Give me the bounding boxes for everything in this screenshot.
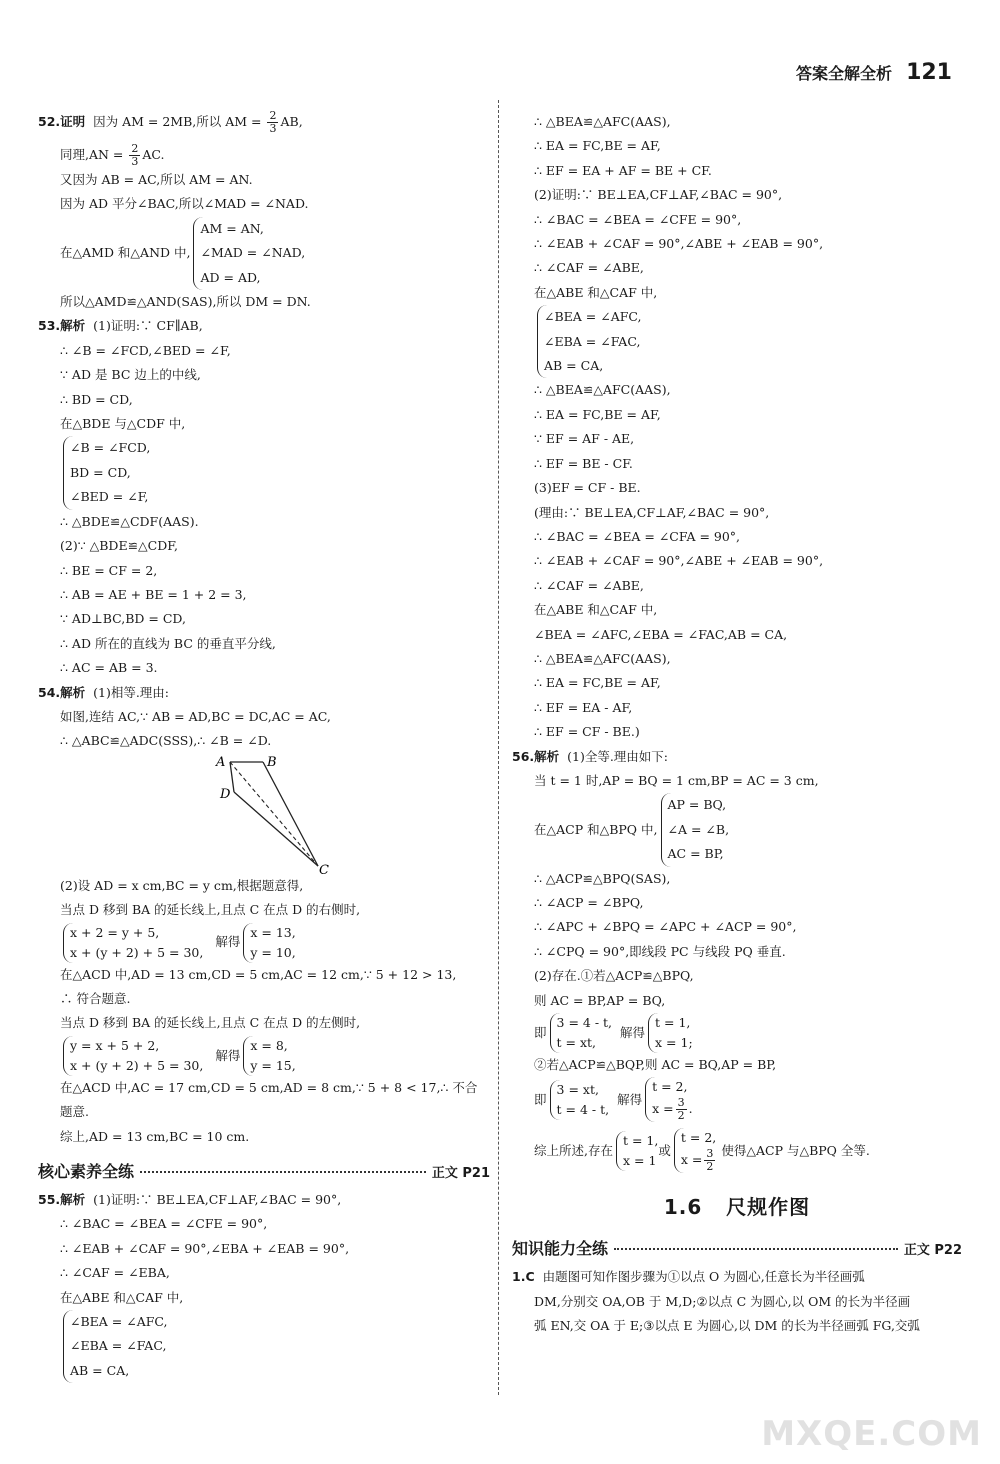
point-label-c: C xyxy=(319,862,329,874)
section-title: 核心素养全练 xyxy=(38,1162,135,1181)
watermark-logo: MXQE.COM xyxy=(761,1414,982,1454)
text-line: (1)全等.理由如下: xyxy=(567,748,669,764)
equation-system: 综上所述,存在 t = 1, x = 1 或 t = 2, x = $\frac{3}{2}$ 使得△ACP 与△BPQ 全等. xyxy=(534,1130,870,1174)
text-line: ∴ AD 所在的直线为 BC 的垂直平分线, xyxy=(60,635,276,651)
text-line: (2)存在.①若△ACP≌△BPQ, xyxy=(534,968,694,984)
text-line: 又因为 AB = AC,所以 AM = AN. xyxy=(60,172,253,187)
text-line: ∴ ∠B = ∠FCD,∠BED = ∠F, xyxy=(60,342,231,358)
problem-55 xyxy=(38,1188,490,1383)
text-line: ∴ △BDE≌△CDF(AAS). xyxy=(60,513,199,529)
text-line: ∴ △BEA≌△AFC(AAS), xyxy=(534,114,671,129)
problem-number: 52.证明 xyxy=(38,114,86,129)
text-line: DM,分别交 OA,OB 于 M,D;②以点 C 为圆心,以 OM 的长为半径画 xyxy=(534,1293,911,1309)
text-line: ∴ ∠CAF = ∠ABE, xyxy=(534,577,644,593)
point-label-a: A xyxy=(216,754,226,770)
problem-number: 54.解析 xyxy=(38,684,86,700)
equation-system: ∠BEA = ∠AFC, ∠EBA = ∠FAC, AB = CA, xyxy=(38,1310,490,1383)
geometry-diagram xyxy=(38,754,490,874)
text-line: ∴ EF = BE - CF. xyxy=(534,455,633,471)
text-line: 则 AC = BP,AP = BQ, xyxy=(534,992,666,1008)
right-column xyxy=(512,110,962,1339)
text-line: 在△ABE 和△CAF 中, xyxy=(534,284,658,300)
problem-53 xyxy=(38,314,490,680)
text-line: 弧 EN,交 OA 于 E;③以点 E 为圆心,以 DM 的长为半径画弧 FG,交弧 xyxy=(534,1318,920,1334)
leader-dots xyxy=(614,1248,898,1250)
header-title: 答案全解全析 xyxy=(796,64,893,83)
text-line: 在△ABE 和△CAF 中, xyxy=(534,602,658,618)
text-line: ∴ ∠CPQ = 90°,即线段 PC 与线段 PQ 垂直. xyxy=(534,943,786,959)
text-line: 在△BDE 与△CDF 中, xyxy=(60,416,186,432)
text-line: ∵ EF = AF - AE, xyxy=(534,431,635,447)
text-line: ∴ ∠BAC = ∠BEA = ∠CFA = 90°, xyxy=(534,528,741,544)
chapter-title: 尺规作图 xyxy=(726,1195,811,1220)
text-line: ∴ ∠APC + ∠BPQ = ∠APC + ∠ACP = 90°, xyxy=(534,919,797,935)
fraction: $\frac{2}{3}$ xyxy=(131,142,139,168)
chapter-heading xyxy=(512,1191,962,1220)
text-line: 因为 AD 平分∠BAC,所以∠MAD = ∠NAD. xyxy=(60,196,309,212)
text-line: ∴ EA = FC,BE = AF, xyxy=(534,138,661,154)
text-line: ∵ AD 是 BC 边上的中线, xyxy=(60,367,201,383)
page-number: 121 xyxy=(906,60,952,85)
chapter-number: 1.6 xyxy=(663,1195,703,1220)
text-line: ∴ ∠BAC = ∠BEA = ∠CFE = 90°, xyxy=(534,211,742,227)
text-line: 当点 D 移到 BA 的延长线上,且点 C 在点 D 的右侧时, xyxy=(60,902,361,918)
problem-number: 55.解析 xyxy=(38,1192,86,1207)
text-line: (1)证明:∵ BE⊥EA,CF⊥AF,∠BAC = 90°, xyxy=(93,1192,342,1207)
page-header xyxy=(796,60,952,85)
left-column xyxy=(38,110,490,1383)
problem-54 xyxy=(38,681,490,1149)
text-line: ∴ ∠EAB + ∠CAF = 90°,∠ABE + ∠EAB = 90°, xyxy=(534,553,824,569)
text-line: ∴ EA = FC,BE = AF, xyxy=(534,406,661,422)
equation-system: 在△ACP 和△BPQ 中, AP = BQ, ∠A = ∠B, AC = BP, xyxy=(512,793,962,866)
text-line: ∴ BD = CD, xyxy=(60,391,133,407)
text-line: ∴ 符合题意. xyxy=(60,990,131,1006)
text-line: ∴ AC = AB = 3. xyxy=(60,660,158,676)
text-line: 在△ACD 中,AC = 17 cm,CD = 5 cm,AD = 8 cm,∵ 5 + 8 < 17,∴ 不合 xyxy=(60,1079,478,1095)
problem-56 xyxy=(512,745,962,1174)
section-ref: 正文 P22 xyxy=(903,1243,962,1259)
text-line: ∴ △BEA≌△AFC(AAS), xyxy=(534,650,671,666)
equation-system: y = x + 5 + 2, x + (y + 2) + 5 = 30, 解得 x = 8, y = 15, xyxy=(38,1036,490,1076)
equation-system: x + 2 = y + 5, x + (y + 2) + 5 = 30, 解得 x = 13, y = 10, xyxy=(38,923,490,963)
text-line: ∴ ∠EAB + ∠CAF = 90°,∠ABE + ∠EAB = 90°, xyxy=(534,236,824,252)
equation-system: 即 3 = xt, t = 4 - t, 解得 t = 2, x = $\frac{3}{2}$ . xyxy=(534,1079,693,1123)
text-line: ∴ △BEA≌△AFC(AAS), xyxy=(534,382,671,398)
text-line: ∴ AB = AE + BE = 1 + 2 = 3, xyxy=(60,586,247,602)
text-line: 当点 D 移到 BA 的延长线上,且点 C 在点 D 的左侧时, xyxy=(60,1015,361,1031)
problem-1 xyxy=(512,1265,962,1338)
column-divider xyxy=(498,100,499,1395)
text-line: ∴ △ABC≌△ADC(SSS),∴ ∠B = ∠D. xyxy=(60,733,272,749)
text-line: 由题图可知作图步骤为①以点 O 为圆心,任意长为半径画弧 xyxy=(542,1269,865,1285)
text-line: 题意. xyxy=(60,1104,89,1120)
text-line: 如图,连结 AC,∵ AB = AD,BC = DC,AC = AC, xyxy=(60,708,331,724)
text-line: ∴ ∠EAB + ∠CAF = 90°,∠EBA + ∠EAB = 90°, xyxy=(60,1240,350,1256)
equation-system: ∠BEA = ∠AFC, ∠EBA = ∠FAC, AB = CA, xyxy=(512,305,962,378)
problem-number: 53.解析 xyxy=(38,318,86,334)
text-line: (1)相等.理由: xyxy=(93,684,170,700)
text-line: AC. xyxy=(142,147,165,162)
text-line: ∴ ∠ACP = ∠BPQ, xyxy=(534,895,644,910)
text-line: 所以△AMD≌△AND(SAS),所以 DM = DN. xyxy=(60,294,311,310)
section-header xyxy=(512,1236,962,1259)
leader-dots xyxy=(140,1171,426,1173)
text-line: 在△ACD 中,AD = 13 cm,CD = 5 cm,AC = 12 cm,∵ 5 + 12 > 13, xyxy=(60,966,457,982)
text-line: (3)EF = CF - BE. xyxy=(534,480,641,496)
text-line: ②若△ACP≌△BQP,则 AC = BQ,AP = BP, xyxy=(534,1057,777,1073)
text-line: AB, xyxy=(280,114,303,129)
problem-52 xyxy=(38,110,490,314)
text-line: 当 t = 1 时,AP = BQ = 1 cm,BP = AC = 3 cm, xyxy=(534,772,819,788)
text-line: ∴ △ACP≌△BPQ(SAS), xyxy=(534,870,671,886)
text-line: ∴ EF = CF - BE.) xyxy=(534,724,640,740)
text-line: ∴ EF = EA - AF, xyxy=(534,699,633,715)
text-line: ∴ EA = FC,BE = AF, xyxy=(534,675,661,691)
text-line: (2)∵ △BDE≌△CDF, xyxy=(60,538,178,554)
problem-number: 1.C xyxy=(512,1269,535,1285)
fraction: $\frac{2}{3}$ xyxy=(269,109,277,135)
text-line: (2)证明:∵ BE⊥EA,CF⊥AF,∠BAC = 90°, xyxy=(534,187,783,203)
text-line: ∵ AD⊥BC,BD = CD, xyxy=(60,611,186,627)
point-label-b: B xyxy=(267,754,277,770)
text-line: ∴ EF = EA + AF = BE + CF. xyxy=(534,162,712,178)
equation-system: 即 3 = 4 - t, t = xt, 解得 t = 1, x = 1; xyxy=(512,1013,962,1053)
text-line: (1)证明:∵ CF∥AB, xyxy=(93,318,203,334)
text-line: 在△ABE 和△CAF 中, xyxy=(60,1289,184,1305)
text-line: ∴ ∠CAF = ∠EBA, xyxy=(60,1265,170,1281)
point-label-d: D xyxy=(220,786,231,802)
problem-number: 56.解析 xyxy=(512,748,560,764)
equation-system: 在△AMD 和△AND 中, AM = AN, ∠MAD = ∠NAD, AD = AD, xyxy=(38,217,490,290)
text-line: (理由:∵ BE⊥EA,CF⊥AF,∠BAC = 90°, xyxy=(534,504,770,520)
text-line: 综上,AD = 13 cm,BC = 10 cm. xyxy=(60,1128,250,1144)
text-line: ∠BEA = ∠AFC,∠EBA = ∠FAC,AB = CA, xyxy=(534,626,788,642)
text-line: ∴ ∠BAC = ∠BEA = ∠CFE = 90°, xyxy=(60,1216,268,1232)
text-line: ∴ ∠CAF = ∠ABE, xyxy=(534,260,644,276)
section-title: 知识能力全练 xyxy=(512,1239,609,1259)
text-line: 因为 AM = 2MB,所以 AM = xyxy=(93,114,262,129)
section-ref: 正文 P21 xyxy=(431,1166,490,1181)
section-header xyxy=(38,1159,490,1182)
equation-system: ∠B = ∠FCD, BD = CD, ∠BED = ∠F, xyxy=(38,436,490,509)
quadrilateral-figure xyxy=(38,754,490,874)
text-line: (2)设 AD = x cm,BC = y cm,根据题意得, xyxy=(60,877,304,893)
text-line: 同理,AN = xyxy=(60,147,124,162)
text-line: ∴ BE = CF = 2, xyxy=(60,562,158,578)
